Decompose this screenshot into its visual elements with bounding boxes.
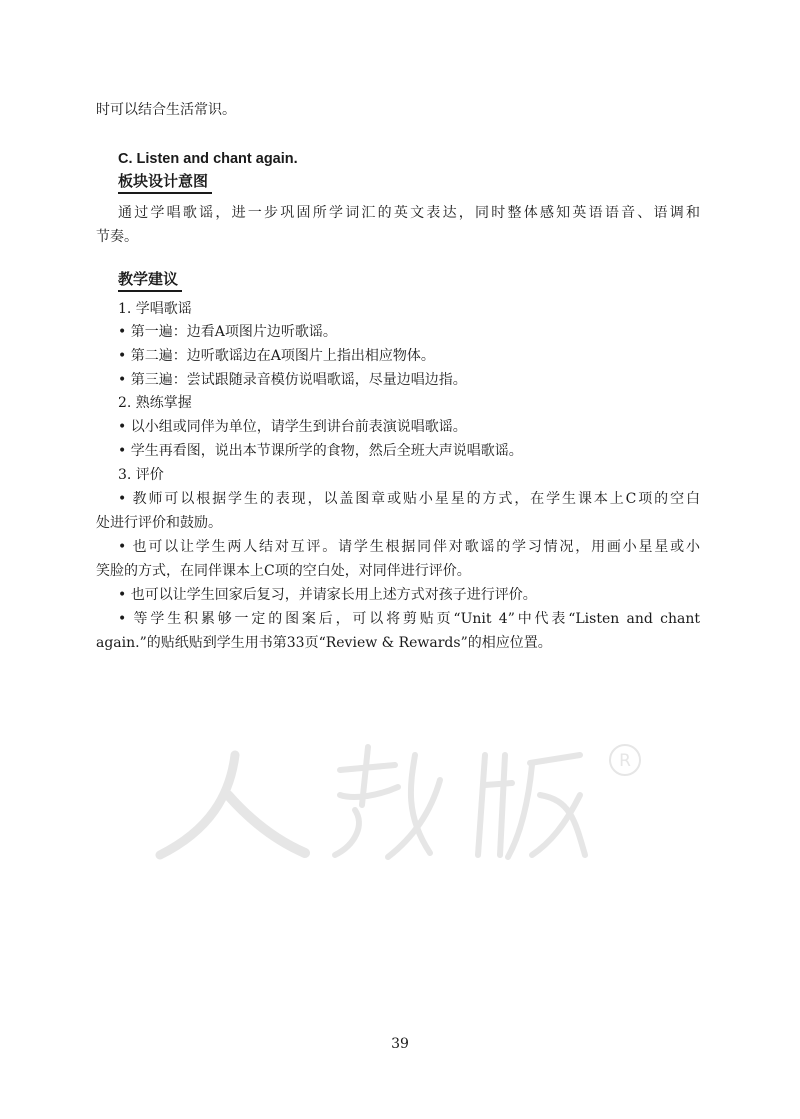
- step2-title: 2. 熟练掌握: [118, 395, 192, 411]
- design-intent-heading: 板块设计意图: [118, 170, 212, 194]
- step3-line-7: again.”的贴纸贴到学生用书第33页“Review & Rewards”的相应位置。: [96, 635, 552, 651]
- teaching-suggestion-heading: 教学建议: [118, 268, 182, 292]
- step3-title: 3. 评价: [118, 467, 164, 483]
- design-line-2: 节奏。: [96, 229, 138, 245]
- step3-line-6: • 等学生积累够一定的图案后，可以将剪贴页“Unit 4”中代表“Listen and chant: [118, 611, 700, 627]
- step2-item-2: • 学生再看图，说出本节课所学的食物，然后全班大声说唱歌谣。: [118, 443, 523, 459]
- svg-text:R: R: [619, 751, 631, 771]
- design-line-1: 通过学唱歌谣，进一步巩固所学词汇的英文表达，同时整体感知英语语音、语调和: [118, 205, 700, 221]
- section-c-title: C. Listen and chant again.: [118, 151, 298, 167]
- step1-title: 1. 学唱歌谣: [118, 301, 192, 317]
- intro-tail-text: 时可以结合生活常识。: [96, 102, 236, 118]
- step3-line-2: 处进行评价和鼓励。: [96, 515, 222, 531]
- step3-line-4: 笑脸的方式，在同伴课本上C项的空白处，对同伴进行评价。: [96, 563, 471, 579]
- page-number: 39: [391, 1036, 409, 1052]
- step1-item-2: • 第二遍：边听歌谣边在A项图片上指出相应物体。: [118, 348, 435, 364]
- step1-item-3: • 第三遍：尝试跟随录音模仿说唱歌谣，尽量边唱边指。: [118, 372, 467, 388]
- publisher-watermark-logo: [140, 725, 660, 875]
- step1-item-1: • 第一遍：边看A项图片边听歌谣。: [118, 324, 337, 340]
- step3-line-3: • 也可以让学生两人结对互评。请学生根据同伴对歌谣的学习情况，用画小星星或小: [118, 539, 700, 555]
- step3-line-1: • 教师可以根据学生的表现，以盖图章或贴小星星的方式，在学生课本上C项的空白: [118, 491, 700, 507]
- step2-item-1: • 以小组或同伴为单位，请学生到讲台前表演说唱歌谣。: [118, 419, 467, 435]
- step3-line-5: • 也可以让学生回家后复习，并请家长用上述方式对孩子进行评价。: [118, 587, 537, 603]
